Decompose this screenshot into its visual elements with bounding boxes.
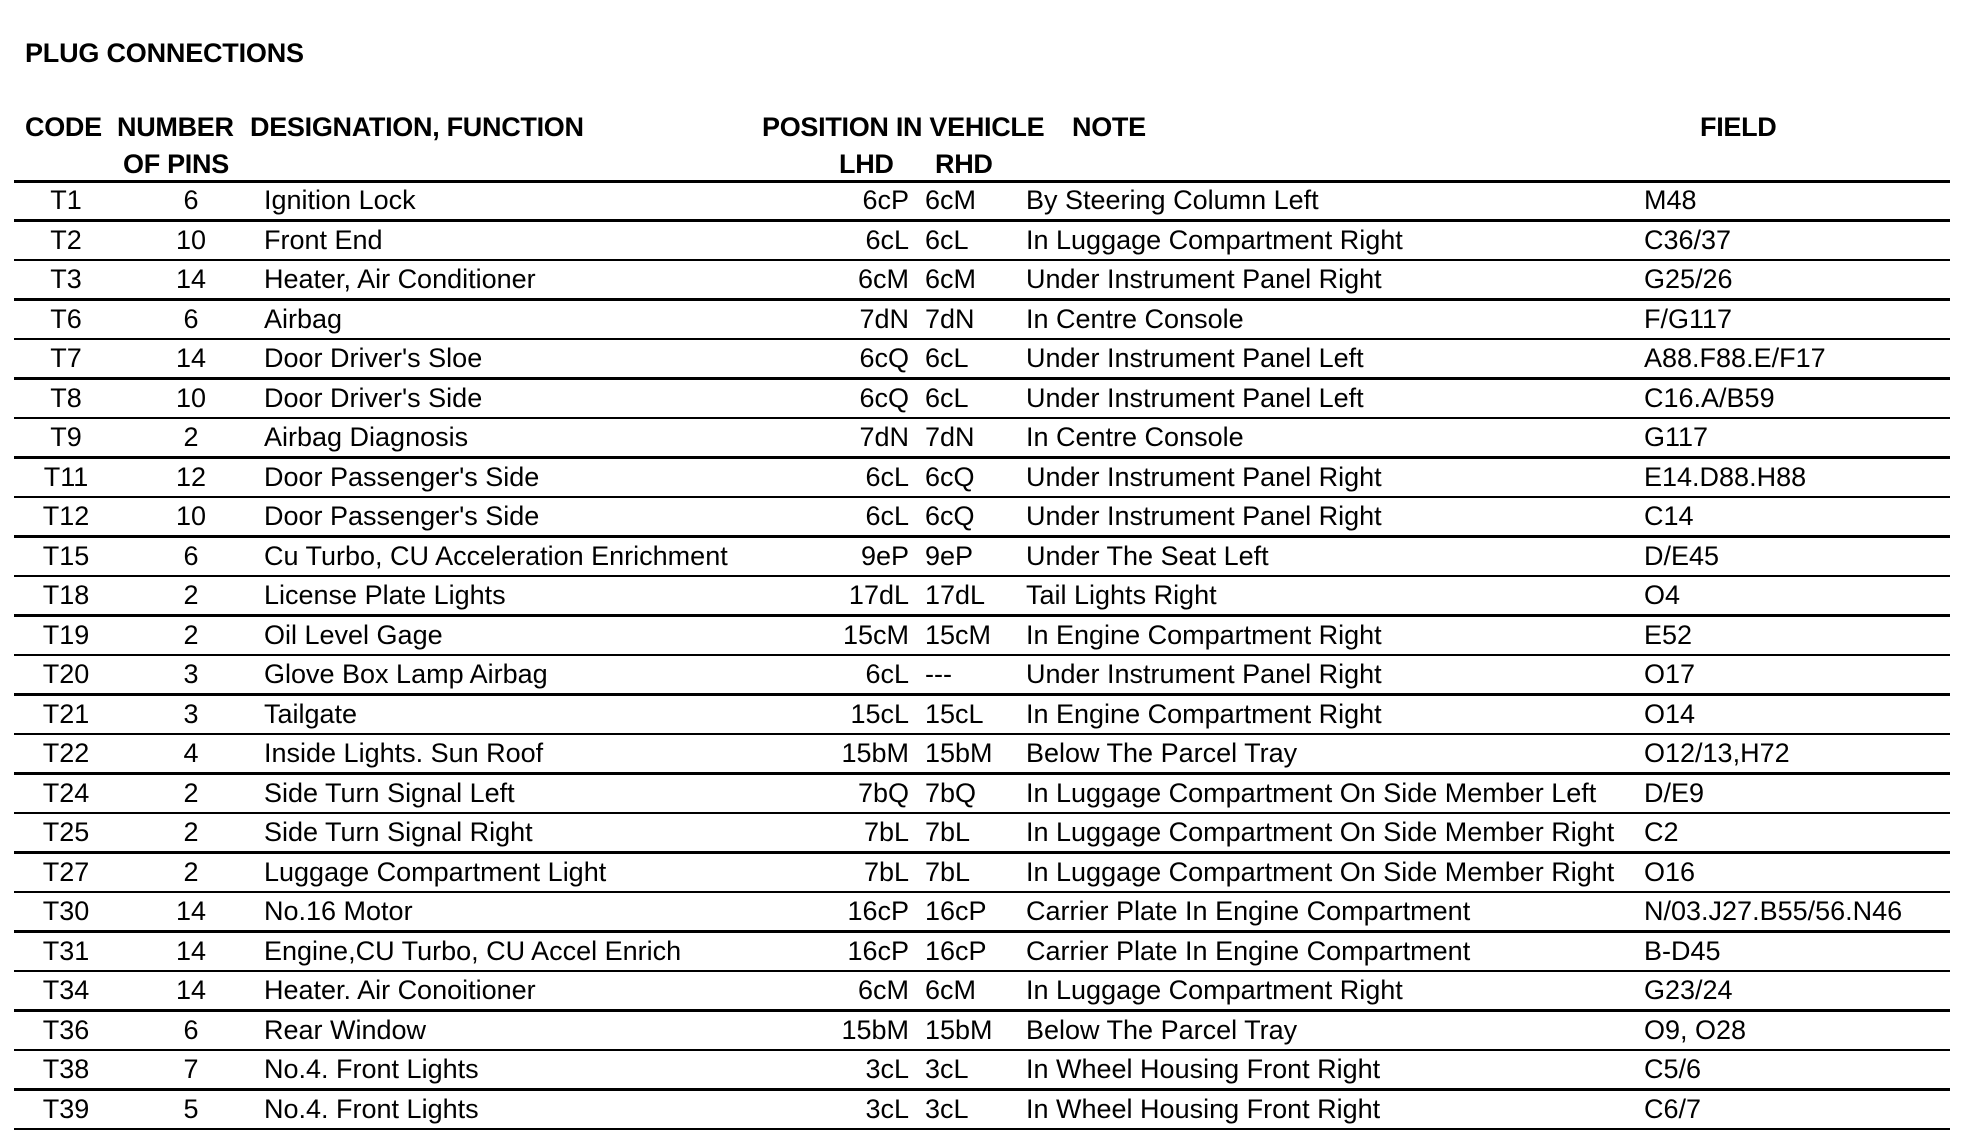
rhd-position-cell: 7dN (925, 418, 1026, 458)
note-cell: Carrier Plate In Engine Compartment (1026, 892, 1644, 932)
designation-cell: Door Driver's Side (264, 379, 764, 419)
table-row (14, 1050, 1950, 1090)
note-cell: Tail Lights Right (1026, 576, 1644, 616)
note-cell: In Luggage Compartment Right (1026, 971, 1644, 1011)
pins-cell: 6 (118, 182, 264, 221)
rhd-position-cell: --- (925, 655, 1026, 695)
field-cell: N/03.J27.B55/56.N46 (1644, 892, 1950, 932)
code-cell: T9 (14, 418, 118, 458)
table-row (14, 339, 1950, 379)
note-cell: Below The Parcel Tray (1026, 734, 1644, 774)
code-cell: T21 (14, 695, 118, 735)
code-cell: T18 (14, 576, 118, 616)
field-cell: O12/13,H72 (1644, 734, 1950, 774)
page-title: PLUG CONNECTIONS (25, 38, 304, 68)
designation-cell: Ignition Lock (264, 182, 764, 221)
pins-cell: 2 (118, 616, 264, 656)
lhd-position-cell: 6cL (764, 655, 925, 695)
header-designation: DESIGNATION, FUNCTION (250, 112, 584, 142)
pins-cell: 6 (118, 300, 264, 340)
designation-cell: Heater. Air Conoitioner (264, 971, 764, 1011)
rhd-position-cell: 6cQ (925, 458, 1026, 498)
lhd-position-cell: 7bL (764, 813, 925, 853)
pins-cell: 2 (118, 813, 264, 853)
note-cell: Below The Parcel Tray (1026, 1011, 1644, 1051)
lhd-position-cell: 7dN (764, 418, 925, 458)
rhd-position-cell: 15cM (925, 616, 1026, 656)
rhd-position-cell: 15bM (925, 734, 1026, 774)
designation-cell: Luggage Compartment Light (264, 853, 764, 893)
designation-cell: Glove Box Lamp Airbag (264, 655, 764, 695)
note-cell: In Wheel Housing Front Right (1026, 1050, 1644, 1090)
field-cell: C2 (1644, 813, 1950, 853)
code-cell: T11 (14, 458, 118, 498)
pins-cell: 2 (118, 576, 264, 616)
table-row (14, 182, 1950, 221)
rhd-position-cell: 16cP (925, 932, 1026, 972)
code-cell: T39 (14, 1090, 118, 1130)
designation-cell: No.16 Motor (264, 892, 764, 932)
table-row (14, 221, 1950, 261)
field-cell: D/E9 (1644, 774, 1950, 814)
pins-cell: 14 (118, 260, 264, 300)
lhd-position-cell: 6cQ (764, 339, 925, 379)
header-note: NOTE (1072, 112, 1146, 142)
field-cell: B-D45 (1644, 932, 1950, 972)
field-cell: O16 (1644, 853, 1950, 893)
table-row (14, 458, 1950, 498)
code-cell: T22 (14, 734, 118, 774)
designation-cell: No.4. Front Lights (264, 1090, 764, 1130)
pins-cell: 2 (118, 774, 264, 814)
note-cell: By Steering Column Left (1026, 182, 1644, 221)
table-row (14, 379, 1950, 419)
table-row (14, 695, 1950, 735)
pins-cell: 12 (118, 458, 264, 498)
note-cell: Under Instrument Panel Left (1026, 379, 1644, 419)
plug-connections-table (14, 182, 1950, 1130)
note-cell: In Luggage Compartment On Side Member Right (1026, 813, 1644, 853)
table-row (14, 1011, 1950, 1051)
table-row (14, 300, 1950, 340)
field-cell: O4 (1644, 576, 1950, 616)
designation-cell: Airbag (264, 300, 764, 340)
lhd-position-cell: 6cL (764, 221, 925, 261)
code-cell: T34 (14, 971, 118, 1011)
field-cell: O17 (1644, 655, 1950, 695)
header-lhd: LHD (839, 149, 894, 179)
rhd-position-cell: 7bQ (925, 774, 1026, 814)
field-cell: C16.A/B59 (1644, 379, 1950, 419)
note-cell: In Engine Compartment Right (1026, 695, 1644, 735)
pins-cell: 14 (118, 971, 264, 1011)
lhd-position-cell: 7dN (764, 300, 925, 340)
table-row (14, 932, 1950, 972)
table-row (14, 971, 1950, 1011)
code-cell: T30 (14, 892, 118, 932)
note-cell: Under Instrument Panel Left (1026, 339, 1644, 379)
field-cell: C6/7 (1644, 1090, 1950, 1130)
rhd-position-cell: 7bL (925, 853, 1026, 893)
rhd-position-cell: 17dL (925, 576, 1026, 616)
note-cell: In Luggage Compartment On Side Member Right (1026, 853, 1644, 893)
code-cell: T24 (14, 774, 118, 814)
designation-cell: Door Passenger's Side (264, 497, 764, 537)
designation-cell: Cu Turbo, CU Acceleration Enrichment (264, 537, 764, 577)
lhd-position-cell: 16cP (764, 892, 925, 932)
lhd-position-cell: 9eP (764, 537, 925, 577)
note-cell: In Luggage Compartment Right (1026, 221, 1644, 261)
pins-cell: 7 (118, 1050, 264, 1090)
rhd-position-cell: 6cM (925, 182, 1026, 221)
code-cell: T7 (14, 339, 118, 379)
pins-cell: 10 (118, 497, 264, 537)
table-row (14, 853, 1950, 893)
designation-cell: No.4. Front Lights (264, 1050, 764, 1090)
lhd-position-cell: 6cL (764, 458, 925, 498)
code-cell: T2 (14, 221, 118, 261)
field-cell: C5/6 (1644, 1050, 1950, 1090)
lhd-position-cell: 15cL (764, 695, 925, 735)
code-cell: T1 (14, 182, 118, 221)
rhd-position-cell: 6cL (925, 221, 1026, 261)
header-code: CODE (25, 112, 102, 142)
field-cell: D/E45 (1644, 537, 1950, 577)
designation-cell: License Plate Lights (264, 576, 764, 616)
rhd-position-cell: 3cL (925, 1050, 1026, 1090)
header-number: NUMBER (117, 112, 234, 142)
table-row (14, 260, 1950, 300)
note-cell: In Wheel Housing Front Right (1026, 1090, 1644, 1130)
field-cell: G25/26 (1644, 260, 1950, 300)
rhd-position-cell: 6cL (925, 339, 1026, 379)
rhd-position-cell: 16cP (925, 892, 1026, 932)
code-cell: T15 (14, 537, 118, 577)
note-cell: In Luggage Compartment On Side Member Left (1026, 774, 1644, 814)
designation-cell: Airbag Diagnosis (264, 418, 764, 458)
designation-cell: Side Turn Signal Right (264, 813, 764, 853)
pins-cell: 10 (118, 379, 264, 419)
field-cell: C14 (1644, 497, 1950, 537)
field-cell: G23/24 (1644, 971, 1950, 1011)
note-cell: Under Instrument Panel Right (1026, 260, 1644, 300)
pins-cell: 14 (118, 932, 264, 972)
lhd-position-cell: 3cL (764, 1090, 925, 1130)
rhd-position-cell: 6cM (925, 260, 1026, 300)
rhd-position-cell: 9eP (925, 537, 1026, 577)
designation-cell: Tailgate (264, 695, 764, 735)
designation-cell: Rear Window (264, 1011, 764, 1051)
pins-cell: 4 (118, 734, 264, 774)
header-field: FIELD (1700, 112, 1777, 142)
designation-cell: Door Passenger's Side (264, 458, 764, 498)
rhd-position-cell: 7dN (925, 300, 1026, 340)
designation-cell: Inside Lights. Sun Roof (264, 734, 764, 774)
note-cell: Carrier Plate In Engine Compartment (1026, 932, 1644, 972)
lhd-position-cell: 6cM (764, 260, 925, 300)
pins-cell: 6 (118, 1011, 264, 1051)
table-row (14, 616, 1950, 656)
code-cell: T19 (14, 616, 118, 656)
table-row (14, 734, 1950, 774)
note-cell: Under Instrument Panel Right (1026, 458, 1644, 498)
lhd-position-cell: 15cM (764, 616, 925, 656)
code-cell: T12 (14, 497, 118, 537)
table-row (14, 813, 1950, 853)
header-rhd: RHD (935, 149, 993, 179)
rhd-position-cell: 6cQ (925, 497, 1026, 537)
rhd-position-cell: 15cL (925, 695, 1026, 735)
table-row (14, 418, 1950, 458)
note-cell: In Centre Console (1026, 300, 1644, 340)
field-cell: F/G117 (1644, 300, 1950, 340)
code-cell: T31 (14, 932, 118, 972)
code-cell: T25 (14, 813, 118, 853)
note-cell: Under Instrument Panel Right (1026, 655, 1644, 695)
lhd-position-cell: 6cQ (764, 379, 925, 419)
pins-cell: 2 (118, 853, 264, 893)
lhd-position-cell: 3cL (764, 1050, 925, 1090)
note-cell: In Centre Console (1026, 418, 1644, 458)
lhd-position-cell: 7bL (764, 853, 925, 893)
lhd-position-cell: 7bQ (764, 774, 925, 814)
lhd-position-cell: 6cM (764, 971, 925, 1011)
lhd-position-cell: 15bM (764, 1011, 925, 1051)
designation-cell: Front End (264, 221, 764, 261)
code-cell: T8 (14, 379, 118, 419)
rhd-position-cell: 6cL (925, 379, 1026, 419)
table-row (14, 537, 1950, 577)
designation-cell: Side Turn Signal Left (264, 774, 764, 814)
rhd-position-cell: 15bM (925, 1011, 1026, 1051)
pins-cell: 5 (118, 1090, 264, 1130)
table-row (14, 655, 1950, 695)
code-cell: T36 (14, 1011, 118, 1051)
field-cell: E52 (1644, 616, 1950, 656)
pins-cell: 10 (118, 221, 264, 261)
designation-cell: Oil Level Gage (264, 616, 764, 656)
lhd-position-cell: 6cP (764, 182, 925, 221)
code-cell: T6 (14, 300, 118, 340)
designation-cell: Door Driver's Sloe (264, 339, 764, 379)
code-cell: T27 (14, 853, 118, 893)
code-cell: T38 (14, 1050, 118, 1090)
table-row (14, 774, 1950, 814)
lhd-position-cell: 17dL (764, 576, 925, 616)
pins-cell: 3 (118, 655, 264, 695)
code-cell: T20 (14, 655, 118, 695)
table-row (14, 497, 1950, 537)
field-cell: E14.D88.H88 (1644, 458, 1950, 498)
designation-cell: Engine,CU Turbo, CU Accel Enrich (264, 932, 764, 972)
pins-cell: 14 (118, 339, 264, 379)
code-cell: T3 (14, 260, 118, 300)
field-cell: G117 (1644, 418, 1950, 458)
field-cell: O14 (1644, 695, 1950, 735)
field-cell: A88.F88.E/F17 (1644, 339, 1950, 379)
pins-cell: 3 (118, 695, 264, 735)
field-cell: C36/37 (1644, 221, 1950, 261)
table-row (14, 1090, 1950, 1130)
header-of-pins: OF PINS (123, 149, 229, 179)
rhd-position-cell: 3cL (925, 1090, 1026, 1130)
pins-cell: 2 (118, 418, 264, 458)
pins-cell: 14 (118, 892, 264, 932)
header-position: POSITION IN VEHICLE (762, 112, 1045, 142)
designation-cell: Heater, Air Conditioner (264, 260, 764, 300)
note-cell: Under The Seat Left (1026, 537, 1644, 577)
rhd-position-cell: 7bL (925, 813, 1026, 853)
lhd-position-cell: 6cL (764, 497, 925, 537)
lhd-position-cell: 16cP (764, 932, 925, 972)
table-row (14, 576, 1950, 616)
rhd-position-cell: 6cM (925, 971, 1026, 1011)
field-cell: O9, O28 (1644, 1011, 1950, 1051)
lhd-position-cell: 15bM (764, 734, 925, 774)
note-cell: In Engine Compartment Right (1026, 616, 1644, 656)
table-row (14, 892, 1950, 932)
pins-cell: 6 (118, 537, 264, 577)
note-cell: Under Instrument Panel Right (1026, 497, 1644, 537)
field-cell: M48 (1644, 182, 1950, 221)
